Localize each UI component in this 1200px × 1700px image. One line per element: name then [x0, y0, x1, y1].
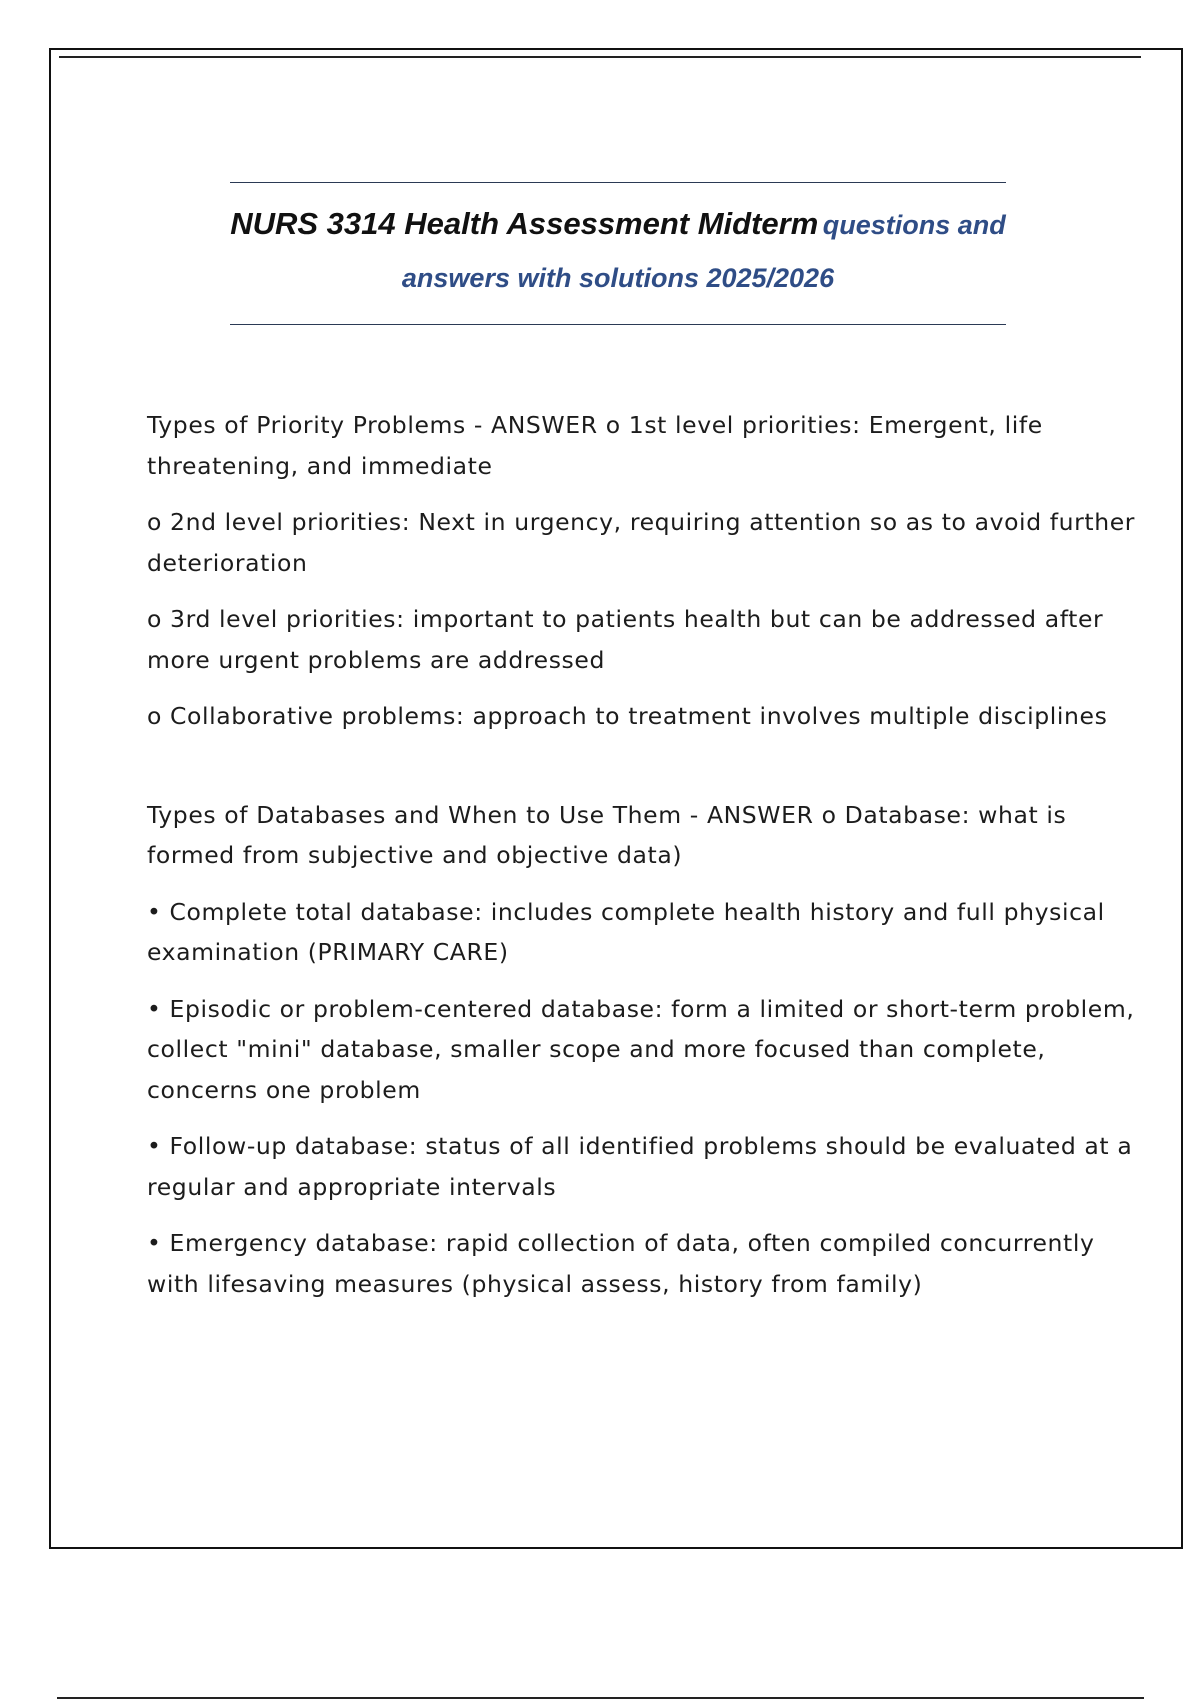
- document-title: [230, 183, 1006, 324]
- paragraph: Types of Databases and When to Use Them - ANSWER o Database: what is formed from subjective and objective data): [147, 800, 1067, 869]
- paragraph: • Episodic or problem-centered database: form a limited or short-term problem, collect "mini" database, smaller scope and more focused than complete, concerns one problem: [147, 994, 1135, 1104]
- title-rule-bottom: [230, 324, 1006, 325]
- paragraph: • Follow-up database: status of all identified problems should be evaluated at a regular and appropriate intervals: [147, 1132, 1133, 1201]
- section-priority-problems: [147, 405, 1142, 737]
- paragraph: o 2nd level priorities: Next in urgency, requiring attention so as to avoid further deterioration: [147, 508, 1136, 577]
- paragraph: o 3rd level priorities: important to patients health but can be addressed after more urgent problems are addressed: [147, 605, 1104, 674]
- title-subtitle: questions and answers with solutions 2025/2026: [401, 210, 1006, 293]
- paragraph: o Collaborative problems: approach to treatment involves multiple disciplines: [147, 702, 1108, 730]
- title-block: [230, 182, 1006, 325]
- page-frame: [49, 48, 1183, 1549]
- paragraph: • Complete total database: includes complete health history and full physical examination (PRIMARY CARE): [147, 897, 1105, 966]
- top-rule: [59, 56, 1141, 58]
- paragraph: Types of Priority Problems - ANSWER o 1st level priorities: Emergent, life threatening, and immediate: [147, 411, 1043, 480]
- paragraph: • Emergency database: rapid collection of data, often compiled concurrently with lifesaving measures (physical assess, history from family): [147, 1229, 1095, 1298]
- section-databases: [147, 795, 1142, 1305]
- document-body: [147, 405, 1142, 1320]
- title-main: NURS 3314 Health Assessment Midterm: [230, 206, 819, 241]
- bottom-rule: [57, 1697, 1144, 1699]
